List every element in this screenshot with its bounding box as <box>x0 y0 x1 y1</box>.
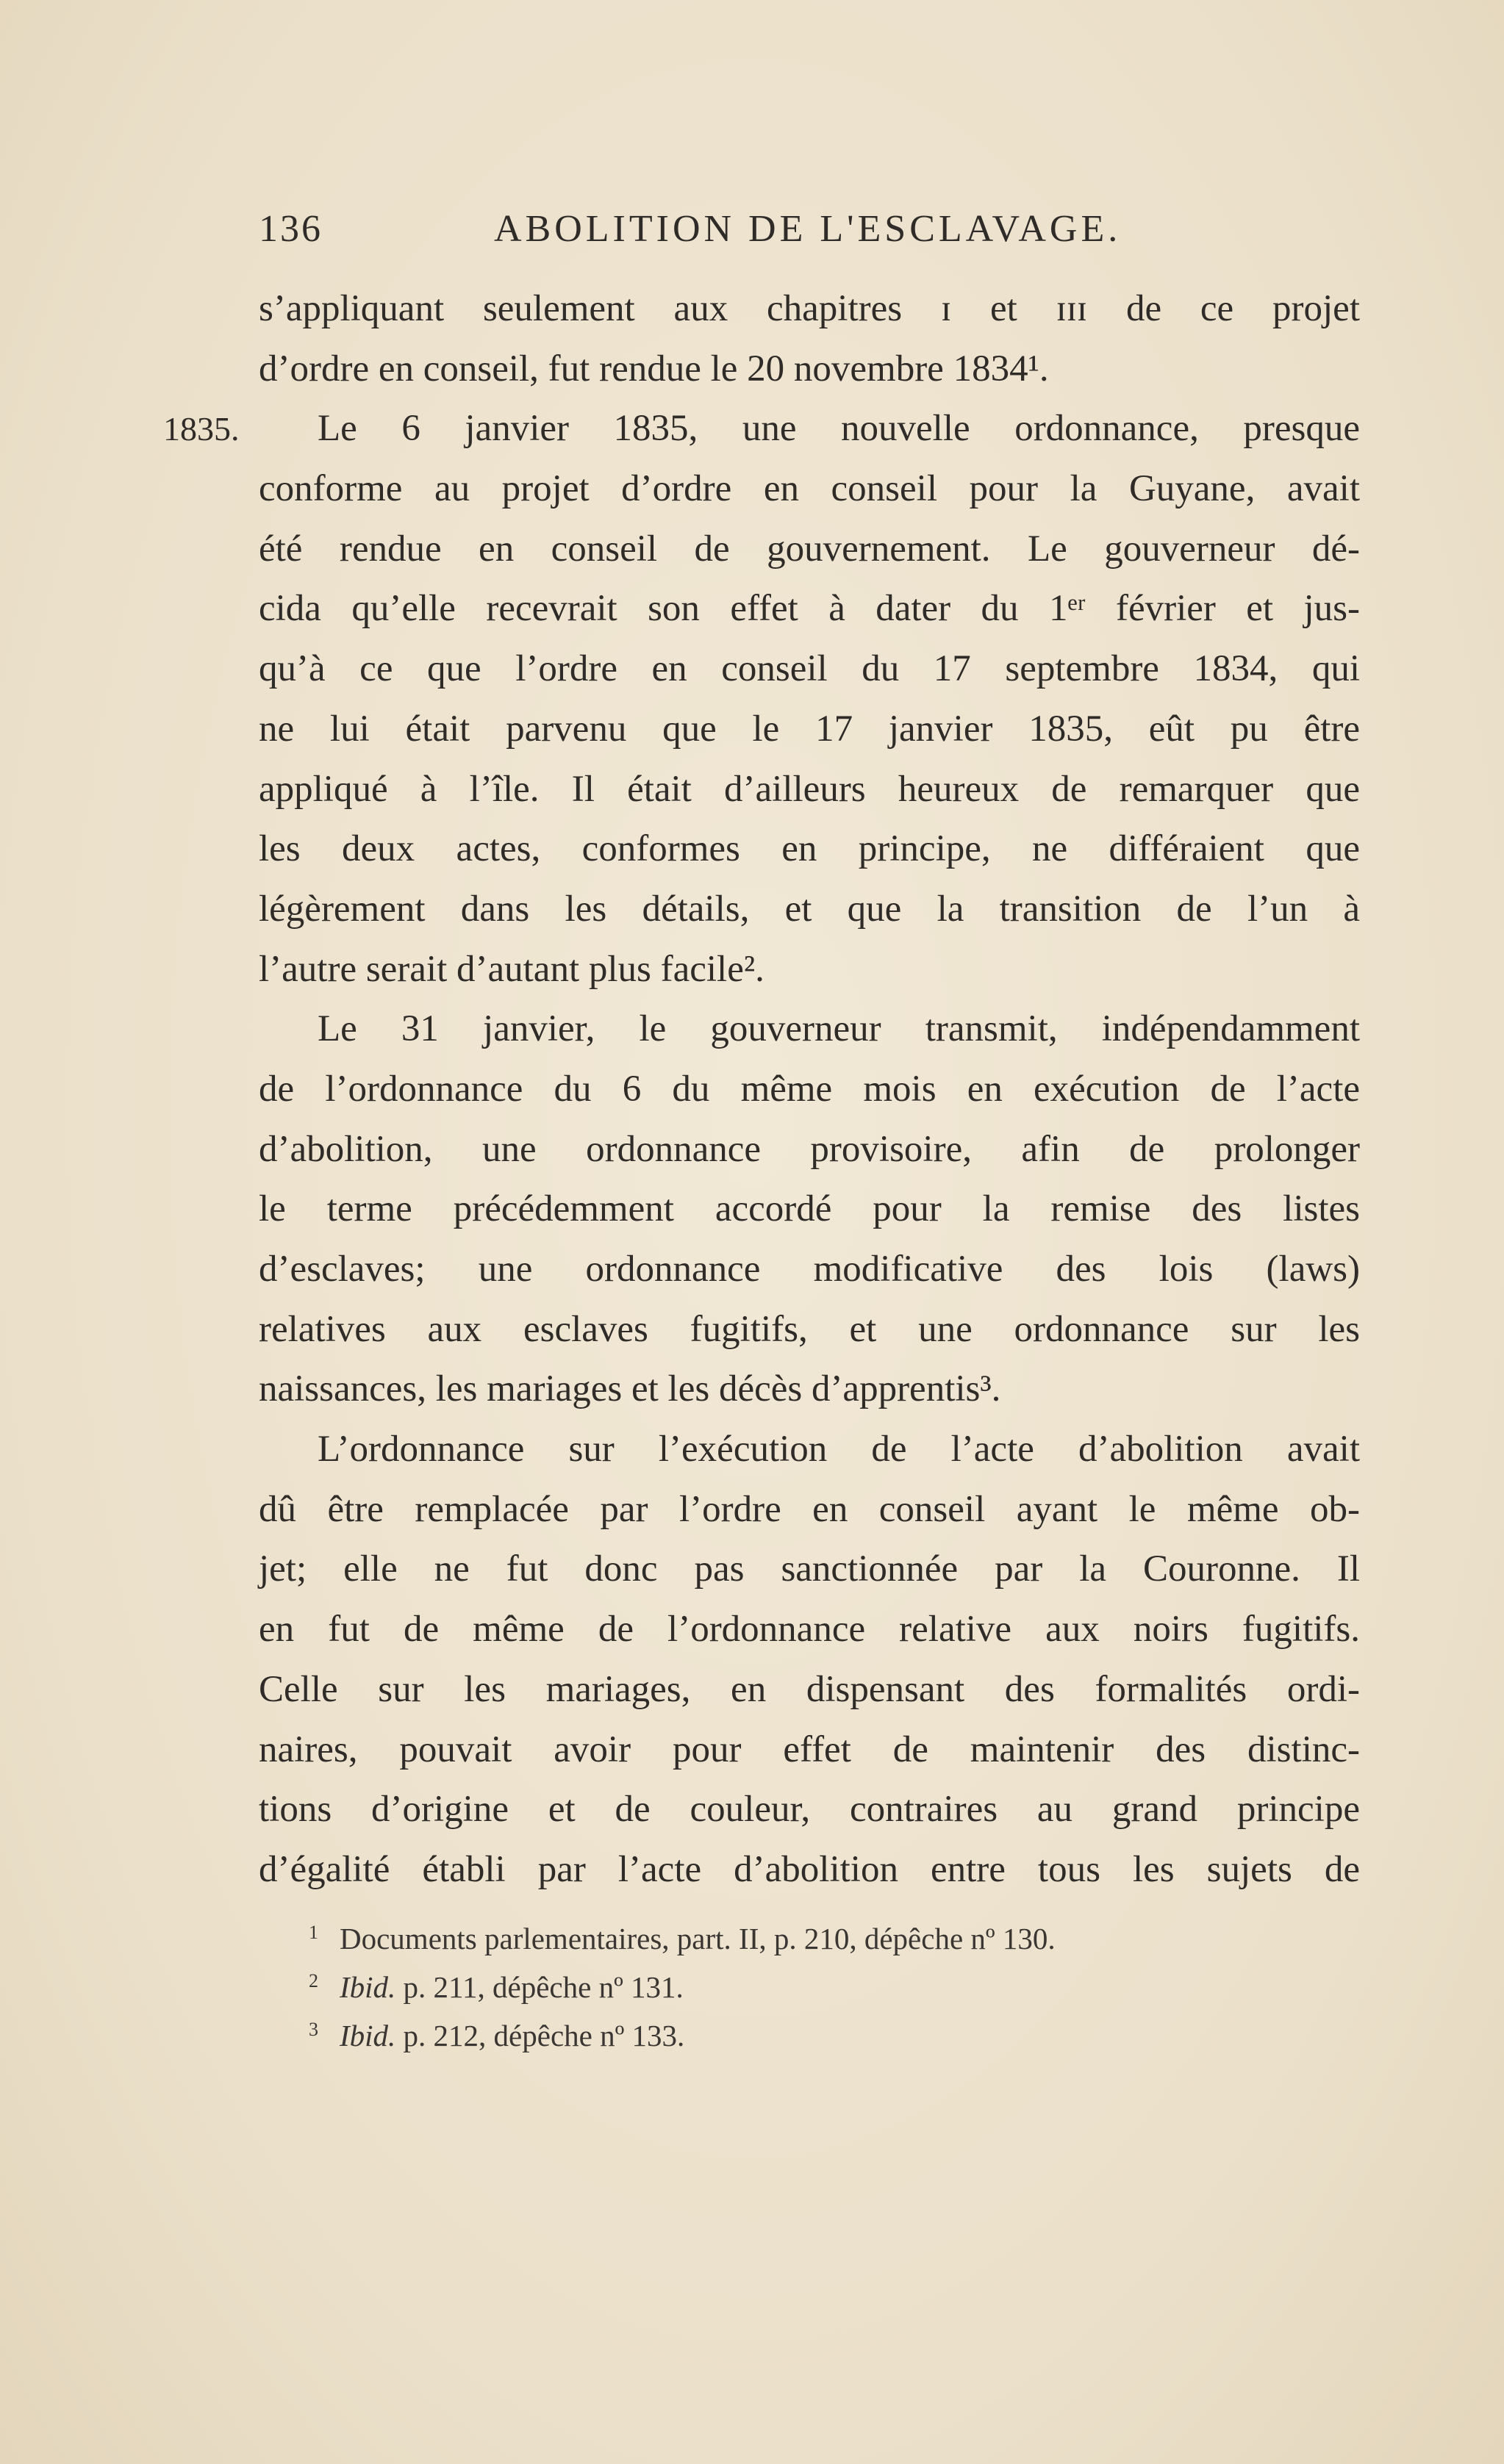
body-text <box>163 279 1360 1900</box>
text-line: en fut de même de l’ordonnance relative aux noirs fugitifs. <box>259 1609 1360 1651</box>
footnote-mark: 2 <box>309 1970 318 1991</box>
page-number: 136 <box>259 208 323 250</box>
margin-year-note: 1835. <box>163 410 240 448</box>
footnote <box>294 1914 1338 1963</box>
text-line: L’ordonnance sur l’exécution de l’acte d’abolition avait <box>318 1429 1360 1470</box>
text-line: ne lui était parvenu que le 17 janvier 1835, eût pu être <box>259 708 1360 750</box>
text-line: le terme précédemment accordé pour la remise des listes <box>259 1188 1360 1230</box>
text-line: dû être remplacée par l’ordre en conseil ayant le même ob- <box>259 1488 1360 1530</box>
text-line: Le 6 janvier 1835, une nouvelle ordonnance, presque <box>318 408 1360 450</box>
text-line-with-margin-note <box>163 399 1360 459</box>
footnote-mark: 3 <box>309 2019 318 2040</box>
text-line: Celle sur les mariages, en dispensant des formalités ordi- <box>259 1668 1360 1710</box>
text-line: d’abolition, une ordonnance provisoire, afin de prolonger <box>259 1128 1360 1170</box>
footnote <box>294 2011 1338 2060</box>
text-line: tions d’origine et de couleur, contraires au grand principe <box>259 1789 1360 1831</box>
footnote-italic: Ibid. <box>340 1970 396 2004</box>
text-line: l’autre serait d’autant plus facile². <box>259 948 764 990</box>
text-line: naires, pouvait avoir pour effet de maintenir des distinc- <box>259 1728 1360 1770</box>
footnotes <box>294 1914 1338 2060</box>
text-line: cida qu’elle recevrait son effet à dater du 1ᵉʳ février et jus- <box>259 588 1360 630</box>
text-line: de l’ordonnance du 6 du même mois en exécution de l’acte <box>259 1068 1360 1110</box>
text-line: jet; elle ne fut donc pas sanctionnée par la Couronne. Il <box>259 1548 1360 1590</box>
text-line: légèrement dans les détails, et que la transition de l’un à <box>259 888 1360 930</box>
text-line: les deux actes, conformes en principe, ne différaient que <box>259 828 1360 870</box>
text-line: d’égalité établi par l’acte d’abolition entre tous les sujets de <box>259 1848 1360 1890</box>
text-line: été rendue en conseil de gouvernement. Le gouverneur dé- <box>259 528 1360 570</box>
running-title: ABOLITION DE L'ESCLAVAGE. <box>494 208 1122 250</box>
page-header <box>259 207 1361 259</box>
text-line: qu’à ce que l’ordre en conseil du 17 septembre 1834, qui <box>259 648 1360 690</box>
footnote-text: Documents parlementaires, part. II, p. 210, dépêche nº 130. <box>340 1922 1056 1955</box>
footnote-mark: 1 <box>309 1922 318 1943</box>
text-line: Le 31 janvier, le gouverneur transmit, indépendamment <box>318 1008 1360 1050</box>
text-line: conforme au projet d’ordre en conseil pour la Guyane, avait <box>259 468 1360 510</box>
text-line: d’ordre en conseil, fut rendue le 20 novembre 1834¹. <box>259 348 1049 389</box>
footnote-text: p. 211, dépêche nº 131. <box>395 1970 684 2004</box>
text-line: appliqué à l’île. Il était d’ailleurs heureux de remarquer que <box>259 768 1360 810</box>
footnote <box>294 1963 1338 2011</box>
text-line: s’appliquant seulement aux chapitres ɪ et ɪɪɪ de ce projet <box>259 288 1360 329</box>
text-line: d’esclaves; une ordonnance modificative des lois (laws) <box>259 1249 1360 1290</box>
text-line: relatives aux esclaves fugitifs, et une ordonnance sur les <box>259 1308 1360 1350</box>
footnote-italic: Ibid. <box>340 2019 396 2052</box>
footnote-text: p. 212, dépêche nº 133. <box>395 2019 685 2052</box>
text-line: naissances, les mariages et les décès d’apprentis³. <box>259 1368 1001 1410</box>
